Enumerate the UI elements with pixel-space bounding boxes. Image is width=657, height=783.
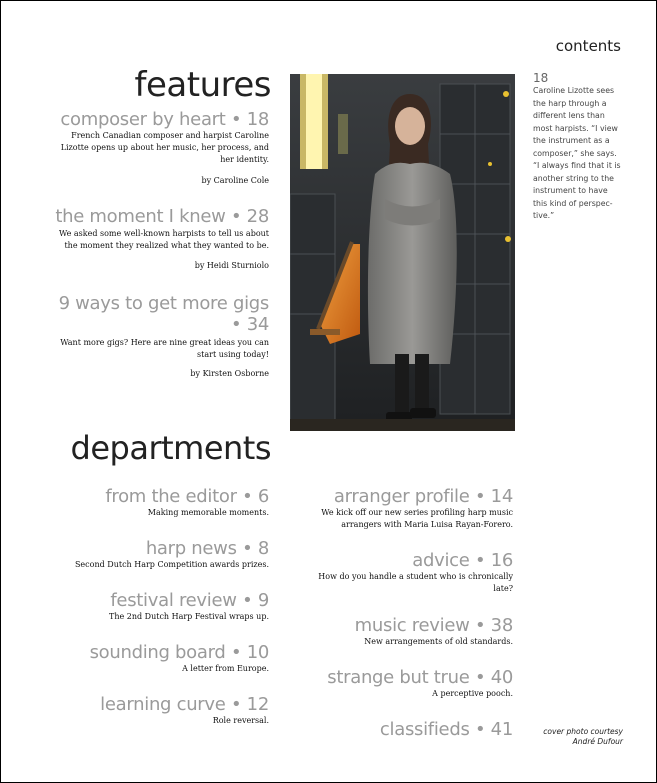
caption-line: this kind of perspec- xyxy=(533,198,613,208)
features-heading: features xyxy=(134,65,271,105)
dept-desc-from-editor: Making memorable moments. xyxy=(147,508,269,517)
desc-line: her identity. xyxy=(220,155,269,164)
cover-caption xyxy=(533,71,628,223)
credit-line: cover photo courtesy xyxy=(543,727,623,736)
feature-desc-moment xyxy=(21,228,269,252)
dept-desc-arranger-profile xyxy=(291,507,513,531)
photo-credit xyxy=(521,727,623,747)
caption-line: “I always find that it is xyxy=(533,161,621,170)
desc-line: How do you handle a student who is chronically xyxy=(318,572,513,581)
dept-desc-festival-review: The 2nd Dutch Harp Festival wraps up. xyxy=(108,612,269,621)
dept-desc-sounding-board: A letter from Europe. xyxy=(182,664,269,673)
caption-line: the harp through a xyxy=(533,98,607,108)
desc-line: We asked some well-known harpists to tell us about xyxy=(59,229,269,238)
contents-label: contents xyxy=(555,37,621,55)
credit-line: André Dufour xyxy=(572,737,623,746)
cover-photo xyxy=(290,74,515,431)
dept-desc-strange-but-true: A perceptive pooch. xyxy=(432,689,513,698)
caption-page-number: 18 xyxy=(533,71,549,85)
title-line: 9 ways to get more gigs xyxy=(58,293,269,314)
dept-title-advice[interactable]: advice • 16 xyxy=(412,550,513,571)
caption-line: another string to the xyxy=(533,173,614,183)
dept-title-strange-but-true[interactable]: strange but true • 40 xyxy=(327,667,513,688)
desc-line: Want more gigs? Here are nine great ideas you can xyxy=(60,338,269,347)
feature-title-moment[interactable]: the moment I knew • 28 xyxy=(55,206,269,227)
dept-title-music-review[interactable]: music review • 38 xyxy=(354,615,513,636)
dept-desc-learning-curve: Role reversal. xyxy=(212,716,269,725)
dept-title-festival-review[interactable]: festival review • 9 xyxy=(110,590,269,611)
feature-byline-composer: by Caroline Cole xyxy=(201,176,269,185)
caption-line: Caroline Lizotte sees xyxy=(533,86,615,95)
desc-line: We kick off our new series profiling harp music xyxy=(321,508,513,517)
dept-title-from-editor[interactable]: from the editor • 6 xyxy=(105,486,269,507)
dept-desc-harp-news: Second Dutch Harp Competition awards prizes. xyxy=(74,560,269,569)
departments-heading: departments xyxy=(70,429,271,467)
feature-byline-moment: by Heidi Sturniolo xyxy=(194,261,269,270)
caption-line: the instrument as a xyxy=(533,136,610,145)
desc-line: late? xyxy=(493,584,513,593)
caption-line: most harpists. “I view xyxy=(533,123,618,133)
desc-line: French Canadian composer and harpist Caroline xyxy=(71,131,269,140)
dept-desc-music-review: New arrangements of old standards. xyxy=(364,637,513,646)
dept-title-harp-news[interactable]: harp news • 8 xyxy=(145,538,269,559)
desc-line: Lizotte opens up about her music, her process, and xyxy=(60,143,269,152)
dept-title-sounding-board[interactable]: sounding board • 10 xyxy=(89,642,269,663)
caption-line: different lens than xyxy=(533,111,605,120)
dept-title-arranger-profile[interactable]: arranger profile • 14 xyxy=(333,486,513,507)
desc-line: arrangers with Maria Luisa Rayan-Forero. xyxy=(341,520,513,529)
dept-title-learning-curve[interactable]: learning curve • 12 xyxy=(100,694,269,715)
feature-desc-gigs xyxy=(21,337,269,361)
feature-title-composer[interactable]: composer by heart • 18 xyxy=(60,109,269,130)
feature-byline-gigs: by Kirsten Osborne xyxy=(190,369,269,378)
title-line: • 34 xyxy=(230,314,269,335)
desc-line: the moment they realized what they wanted to be. xyxy=(64,241,269,250)
feature-title-gigs[interactable] xyxy=(21,293,269,335)
caption-line: instrument to have xyxy=(533,186,608,195)
caption-line: composer,” she says. xyxy=(533,148,617,158)
caption-line: tive.” xyxy=(533,211,555,220)
dept-desc-advice xyxy=(291,571,513,595)
desc-line: start using today! xyxy=(197,350,269,359)
feature-desc-composer xyxy=(21,130,269,166)
dept-title-classifieds[interactable]: classifieds • 41 xyxy=(379,719,513,740)
